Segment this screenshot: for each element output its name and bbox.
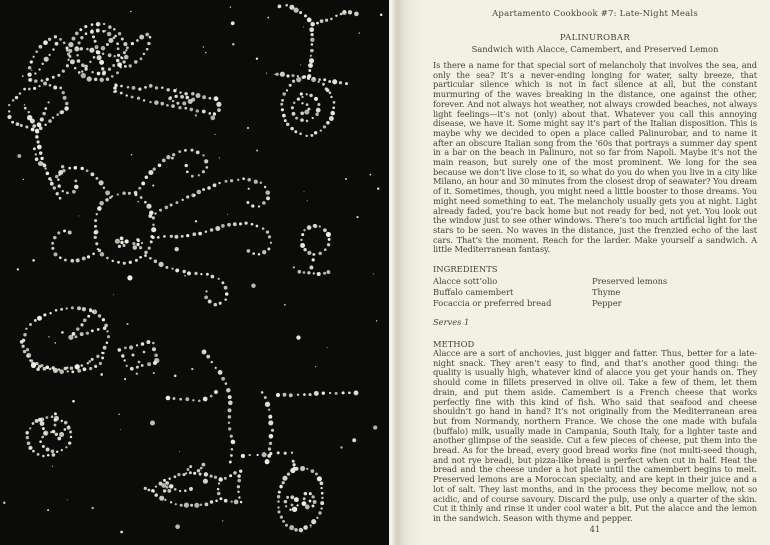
ingredient-item: Pepper — [592, 297, 622, 308]
recipe-intro: Is there a name for that special sort of melancholy that involves the sea, and only the sea? It’s a never-ending longing for water, salty breeze, that particular silence which is not in fact silence at all, but the constant murmuring of the waves breaking in the distance, one against the other, forever. And not always hot weather, not always crowded beaches, not always light feelings—it’s not (only) about that. Whatever you call this annoying disease, we have it. Some might say it’s part of the Italian disposition. This is maybe why we decided to open a place called Palinurobar, and to name it after an obscure Italian song from the ’60s that portrays a summer day spent in a bar on the beach in Palinuro, not so far from Napoli. Maybe it’s not the main reason, but surely one of the most prominent. We long for the sea because we don’t live close to it, so what do you do when you live in a city like Milano, an hour and 30 minutes from the closest drop of seawater? You dream of it. Sometimes, though, you might need a little booster to those dreams. You might need something to eat. The melancholy usually gets you at night. Light already faded, you’re back home but not ready for bed, not yet. You look out the window just to see other windows. There’s too much artificial light for the stars to be seen. No waves in the distance, just the frenzied echo of the last cars. That’s the moment. Reach for the larder. Make yourself a sandwich. A little Mediterranean fantasy. — [433, 60, 757, 255]
serves-note: Serves 1 — [433, 317, 470, 327]
cheese-wedge-constellation — [117, 340, 159, 370]
bottle-constellation — [113, 83, 221, 115]
method-heading: METHOD — [433, 339, 475, 349]
ingredient-row — [433, 298, 757, 309]
ingredient-row — [433, 287, 757, 298]
ingredient-item: Thyme — [592, 286, 621, 297]
ingredient-row — [433, 276, 757, 287]
ingredients-heading: INGREDIENTS — [433, 264, 498, 274]
seashell-constellation — [25, 412, 72, 457]
carnation-flower-constellation — [7, 82, 68, 200]
citrus-slice-constellation — [68, 22, 128, 82]
octopus-constellation — [51, 149, 272, 307]
recipe-subtitle: Sandwich with Alacce, Camembert, and Preserved Lemon — [471, 44, 719, 54]
ingredient-item: Alacce sott’olio — [433, 276, 498, 286]
snail-on-stem-constellation — [276, 4, 359, 137]
wine-glass-constellation — [297, 224, 331, 276]
leaf-left-constellation — [27, 35, 70, 83]
recipe-method: Alacce are a sort of anchovies, just bigger and fatter. Thus, better for a late-night snack. They aren’t easy to find, and that’s another good thing: the quality is usually high, whatever kind of alacce you get your hands on. They should come in fillets preserved in olive oil. Take a few of them, let them drain, and put them aside. Camembert is a French cheese that works perfectly fine with this kind of fish. Who said that seafood and cheese shouldn’t go hand in hand? It’s not originally from the Mediterranean area but from Normandy, northern France. We chose the one made with bufala (buffalo) milk, usually made in Campania, South Italy, for a lighter taste and another glimpse of the seaside. Cut a few pieces of cheese, put them into the bread. As for the bread, every good bread works fine (not multi-seed though, and not rye bread), but pizza-like bread is perfect when cut in half. Heat the bread and the cheese under a hot plate until the camembert begins to melt. Preserved lemons are a Moroccan specialty, and are kept in their juice and a lot of salt. They last months, and in the process they become mellow, not so acidic, and of course savoury. Discard the pulp, use only a quarter of the skin. Cut it thinly and rinse it under cool water a bit. Put the alacce and the lemon in the sandwich. Season with thyme and pepper. — [433, 348, 757, 523]
star-field — [3, 5, 382, 534]
jar-of-preserves-constellation — [277, 460, 324, 533]
thyme-sprigs-constellation — [166, 350, 359, 465]
recipe-title: PALINUROBAR — [559, 33, 631, 43]
page-number: 41 — [589, 524, 601, 534]
cheese-wheel-constellation — [21, 306, 110, 374]
ingredient-item: Preserved lemons — [592, 276, 668, 286]
recipe-page — [389, 0, 770, 545]
fish-constellation — [144, 463, 243, 508]
running-head: Apartamento Cookbook #7: Late-Night Meals — [492, 9, 698, 19]
ingredient-item: Focaccia or preferred bread — [433, 297, 552, 308]
ingredient-item: Buffalo camembert — [433, 286, 514, 297]
ingredients-list — [433, 276, 757, 308]
